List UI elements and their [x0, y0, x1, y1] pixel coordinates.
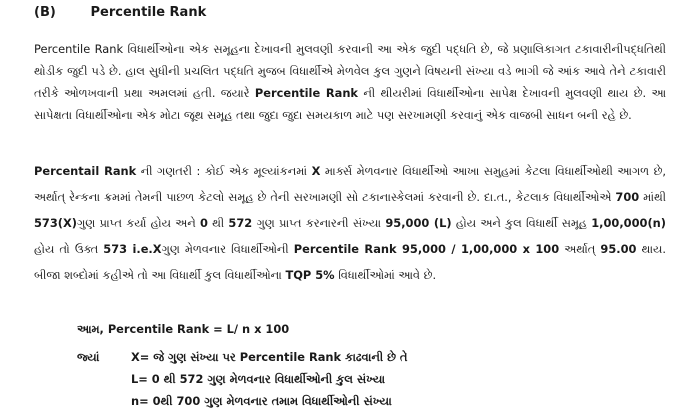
formula-line: આમ, Percentile Rank = L/ n x 100	[77, 322, 290, 336]
calc-text-5: થી	[207, 216, 229, 230]
calc-text-7: હોય અને કુલ વિધાર્થી સમૂહ	[451, 216, 592, 230]
calc-text-10: અર્થાત્	[559, 242, 601, 256]
section-label: (B)	[34, 5, 56, 20]
calc-bold-10: Percentile Rank 95,000 / 1,00,000 x 100	[293, 242, 560, 256]
calc-text-8: હોય તો ઉક્ત	[34, 242, 104, 256]
calc-bold-9: 573 i.e.X	[103, 242, 162, 256]
intro-text-1: વિધાર્થીઓના એક સમૂહના દેખાવની મુલવણી કરવાની આ એક જુદી પદ્ધતિ છે, જે પ્રણાલિકાગત ટકાવારીનીપદ્ધતિથી થોડીક જુદી પડે છે. હાલ સુધીની પ્રચલિત પદ્ધતિ મુજબ વિધાર્થીએ મેળવેલ કુલ ગુણને વિષયની સંખ્યા વડે ભાગી જે આંક આવે તેને ટકાવારી તરીકે ઓળખવાની પ્રથા અમલમાં હતી. જયારે	[34, 42, 667, 100]
calc-bold-11: 95.00	[600, 242, 637, 256]
where-item-x: X= જે ગુણ સંખ્યા પર Percentile Rank કાઢવાની છે તે	[131, 350, 408, 364]
where-block	[77, 348, 407, 414]
calc-text-11: થાય. બીજા શબ્દોમાં કહીએ તો આ વિધાર્થી કુલ વિધાર્થીઓના	[34, 242, 667, 282]
calc-text-12: વિધાર્થીઓમાં આવે છે.	[334, 268, 437, 282]
where-row-x	[77, 348, 407, 370]
where-row-n	[77, 392, 407, 414]
where-label: જ્યાં	[77, 350, 100, 364]
intro-bold-term: Percentile Rank	[254, 86, 359, 100]
section-title: Percentile Rank	[90, 5, 207, 20]
calc-text-9: ગુણ મેળવનાર વિધાર્થીઓની	[161, 242, 294, 256]
calc-bold-1: Percentail Rank	[34, 164, 137, 178]
calc-bold-4: 573(X)	[34, 216, 77, 230]
calc-bold-7: 95,000 (L)	[385, 216, 452, 230]
calc-text-6: ગુણ પ્રાપ્ત કરનારની સંખ્યા	[252, 216, 386, 230]
calc-bold-6: 572	[228, 216, 253, 230]
calc-bold-5: 0	[199, 216, 208, 230]
where-item-l: L= 0 થી 572 ગુણ મેળવનાર વિધાર્થીઓની કુલ સંખ્યા	[131, 372, 386, 386]
intro-text-2: ની થીયરીમાં વિધાર્થીઓના સાપેક્ષ દેખાવની મુલવણી થાય છે. આ સાપેક્ષતા વિધાર્થીઓના એક મોટા જૂથ સમૂહ તથા જુદા જુદા સમયકાળ માટે પણ સરખામણી કરવાનું એક વાજબી સાધન બની રહે છે.	[34, 86, 666, 122]
intro-paragraph	[34, 38, 666, 126]
where-item-n: n= 0થી 700 ગુણ મેળવનાર તમામ વિધાર્થીઓની સંખ્યા	[131, 394, 392, 408]
calc-text-2: માર્ક્સ મેળવનાર વિધાર્થીઓ આખા સમુહમાં કેટલા વિધાર્થીઓથી આગળ છે, અર્થાત્ રેન્કના ક્રમમાં તેમની પાછળ કેટલો સમૂહ છે તેની સરખામણી સો ટકાનાસ્કેલમાં કરવાની છે. દા.ત., કેટલાક વિધાર્થીઓએ	[34, 164, 667, 204]
section-heading	[34, 5, 206, 20]
calculation-paragraph	[34, 158, 666, 288]
calc-text-4: ગુણ પ્રાપ્ત કર્યા હોય અને	[76, 216, 200, 230]
calc-text-1: ની ગણતરી : કોઈ એક મૂલ્યાંકનમાં	[136, 164, 312, 178]
calc-bold-8: 1,00,000(n)	[591, 216, 666, 230]
calc-bold-12: TQP 5%	[285, 268, 335, 282]
calc-bold-2: X	[311, 164, 321, 178]
where-row-l	[77, 370, 407, 392]
calc-text-3: માંથી	[639, 190, 666, 204]
calc-bold-3: 700	[615, 190, 640, 204]
intro-lead: Percentile Rank	[34, 42, 124, 56]
